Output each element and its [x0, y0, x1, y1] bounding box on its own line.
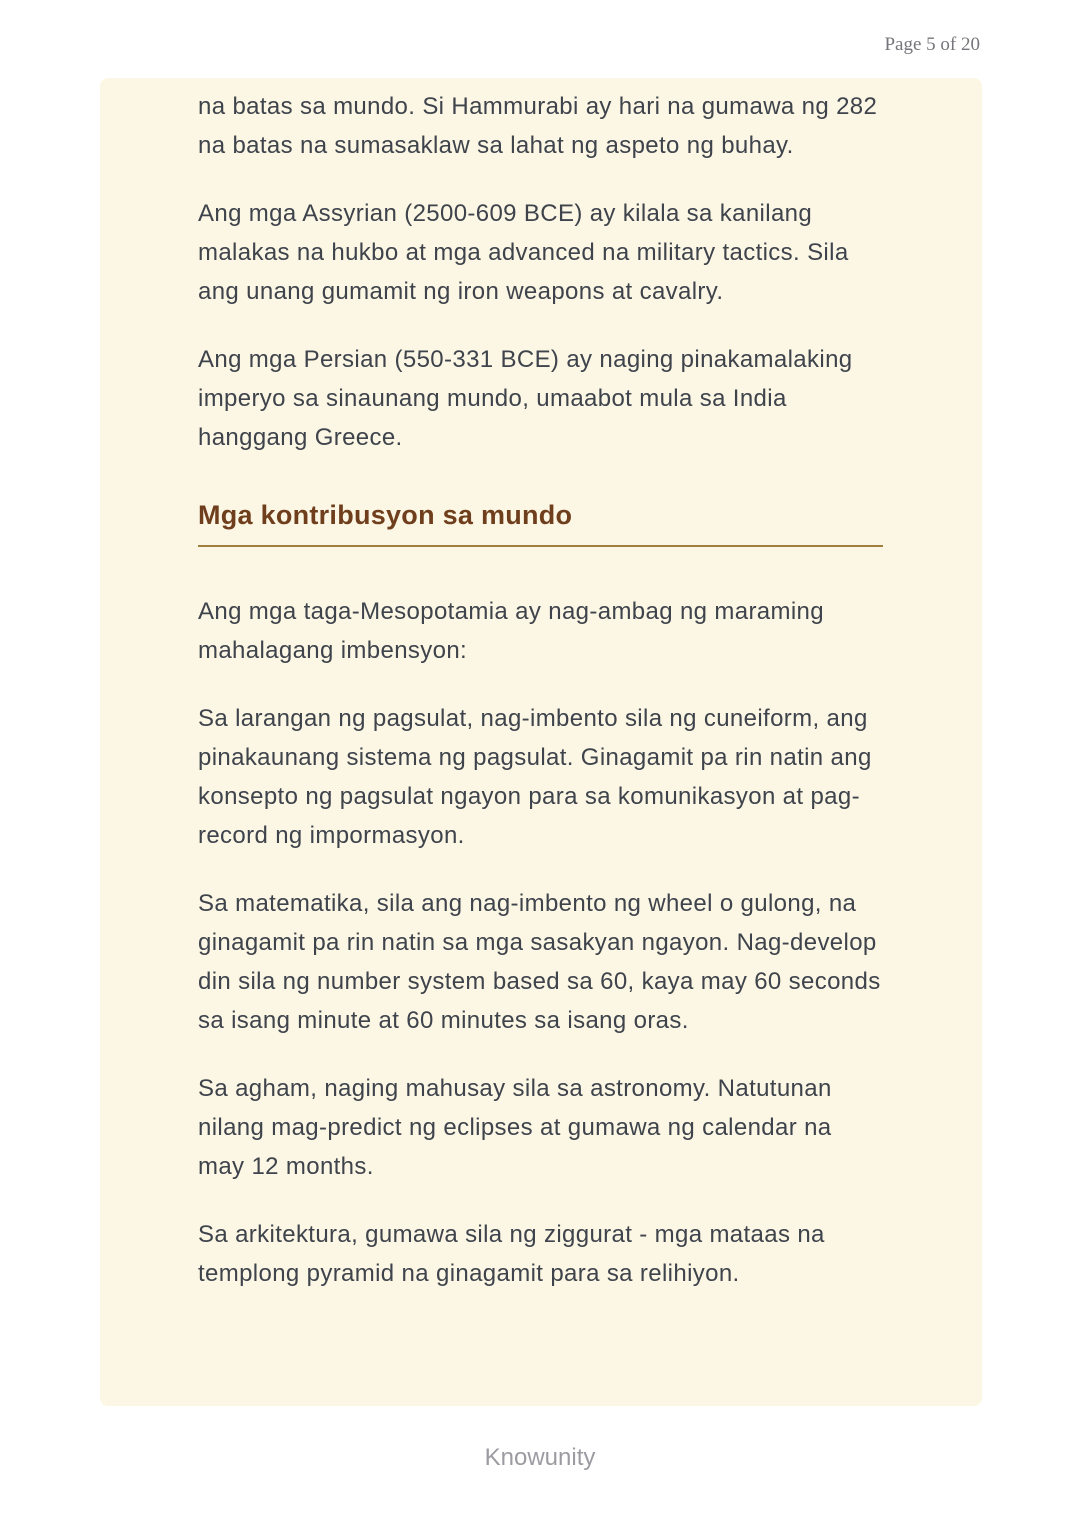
paragraph-assyrian: Ang mga Assyrian (2500-609 BCE) ay kilala sa kanilang malakas na hukbo at mga advanced na military tactics. Sila ang unang gumamit ng iron weapons at cavalry. — [198, 200, 849, 305]
document-content-panel — [100, 78, 982, 1406]
paragraph-matematika-wheel: Sa matematika, sila ang nag-imbento ng wheel o gulong, na ginagamit pa rin natin sa mga sasakyan ngayon. Nag-develop din sila ng number system based sa 60, kaya may 60 seconds sa isang minute at 60 minutes sa isang oras. — [198, 890, 881, 1034]
page-indicator: Page 5 of 20 — [884, 34, 980, 55]
paragraph-agham-astronomy: Sa agham, naging mahusay sila sa astronomy. Natutunan nilang mag-predict ng eclipses at gumawa ng calendar na may 12 months. — [198, 1075, 832, 1180]
paragraph-arkitektura-ziggurat: Sa arkitektura, gumawa sila ng ziggurat - mga mataas na templong pyramid na ginagamit para sa relihiyon. — [198, 1221, 825, 1287]
paragraph-persian: Ang mga Persian (550-331 BCE) ay naging pinakamalaking imperyo sa sinaunang mundo, umaabot mula sa India hanggang Greece. — [198, 346, 853, 451]
paragraph-imbensyon-intro: Ang mga taga-Mesopotamia ay nag-ambag ng maraming mahalagang imbensyon: — [198, 598, 824, 664]
paragraph-pagsulat-cuneiform: Sa larangan ng pagsulat, nag-imbento sila ng cuneiform, ang pinakaunang sistema ng pagsulat. Ginagamit pa rin natin ang konsepto ng pagsulat ngayon para sa komunikasyon at pag-record ng impormasyon. — [198, 705, 872, 849]
footer-brand: Knowunity — [484, 1444, 596, 1471]
section-heading-divider — [198, 545, 883, 547]
paragraph-hammurabi-laws: na batas sa mundo. Si Hammurabi ay hari na gumawa ng 282 na batas na sumasaklaw sa lahat ng aspeto ng buhay. — [198, 93, 878, 159]
section-heading-kontribusyon: Mga kontribusyon sa mundo — [198, 500, 573, 530]
